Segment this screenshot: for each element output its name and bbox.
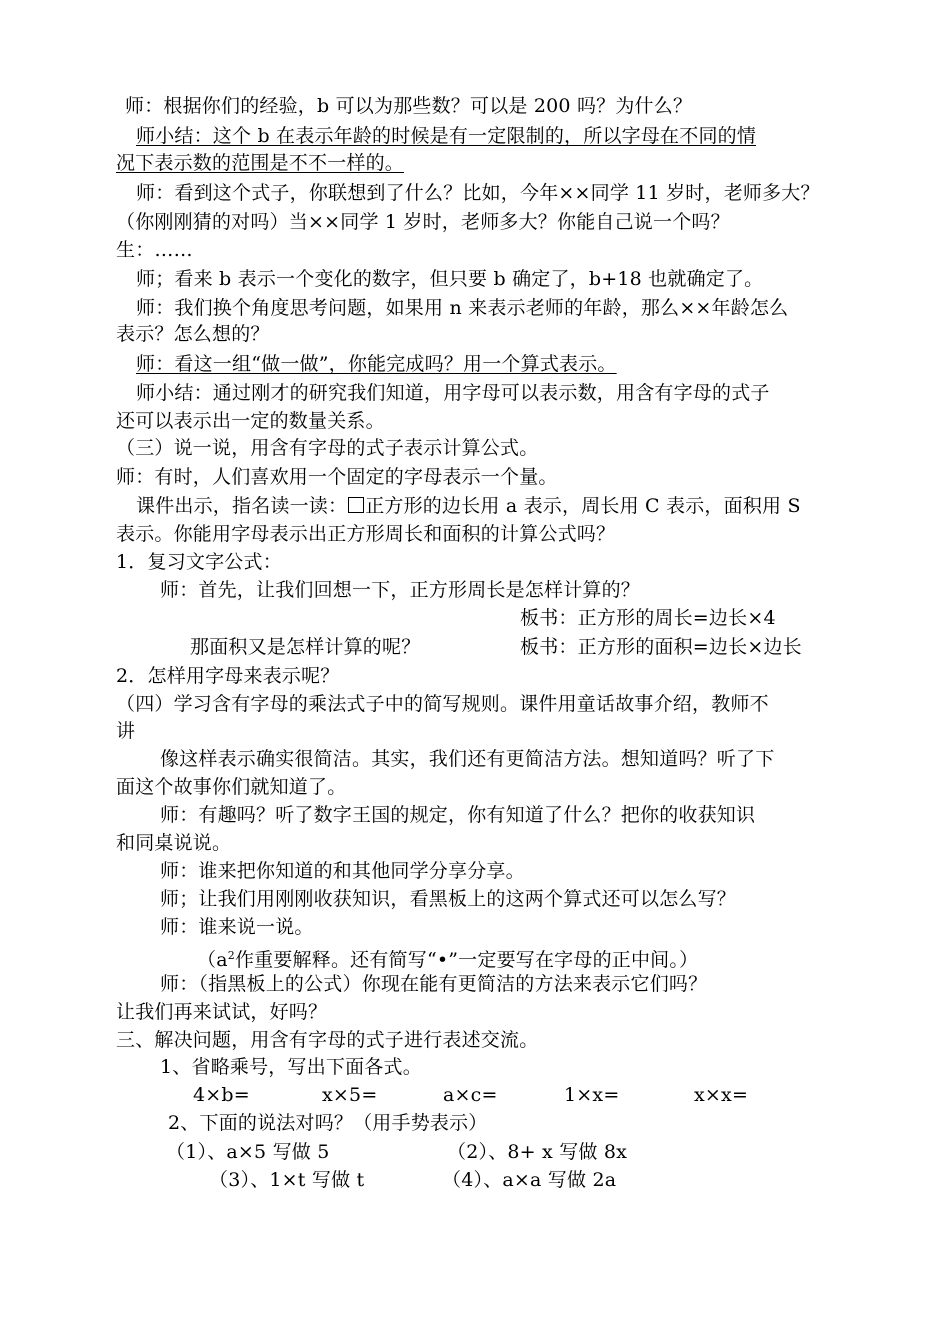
text-line: 表示。你能用字母表示出正方形周长和面积的计算公式吗？ [116, 523, 616, 545]
text-line-underlined: 师小结：这个 b 在表示年龄的时候是有一定限制的，所以字母在不同的情 [136, 125, 757, 147]
text-line: 讲 [116, 720, 136, 742]
text-line: 那面积又是怎样计算的呢？ [190, 636, 421, 658]
text-line: 师：谁来说一说。 [160, 916, 314, 938]
text-line: 师小结：通过刚才的研究我们知道，用字母可以表示数，用含有字母的式子 [136, 382, 770, 404]
exercise-item: （4）、a×a 写做 2a [442, 1169, 617, 1191]
text-line: 表示？怎么想的？ [116, 323, 270, 345]
text-line: 师；让我们用刚刚收获知识，看黑板上的这两个算式还可以怎么写？ [160, 888, 737, 910]
exercise-item: （3）、1×t 写做 t [209, 1169, 365, 1191]
text-line: 师：谁来把你知道的和其他同学分享分享。 [160, 860, 525, 882]
exercise-item: 1×x= [564, 1084, 620, 1106]
section-heading: 三、解决问题，用含有字母的式子进行表述交流。 [116, 1029, 539, 1051]
board-note: 板书：正方形的面积=边长×边长 [520, 636, 802, 658]
text-line: 师：看到这个式子，你联想到了什么？比如，今年××同学 11 岁时，老师多大？ [136, 182, 820, 204]
exercise-item: x×5= [322, 1084, 378, 1106]
exercise-heading: 2、下面的说法对吗？（用手势表示） [168, 1112, 488, 1134]
text-line-underlined: 况下表示数的范围是不不一样的。 [116, 152, 405, 174]
text-line: 面这个故事你们就知道了。 [116, 776, 347, 798]
exercise-item: x×x= [694, 1084, 749, 1106]
text-line: 课件出示，指名读一读： 正方形的边长用 a 表示，周长用 C 表示，面积用 S [136, 495, 801, 517]
exercise-item: （1）、a×5 写做 5 [166, 1141, 330, 1163]
board-note: 板书：正方形的周长=边长×4 [520, 607, 776, 629]
text-line: 师：首先，让我们回想一下，正方形周长是怎样计算的？ [160, 579, 641, 601]
text-line: 师：根据你们的经验，b 可以为那些数？可以是 200 吗？为什么？ [125, 95, 693, 117]
text-line: （$a^2$作重要解释。还有简写“•”一定要写在字母的正中间。） [197, 949, 699, 971]
text-line: 师：有趣吗？听了数字王国的规定，你有知道了什么？把你的收获知识 [160, 804, 756, 826]
text-line: （你刚刚猜的对吗）当××同学 1 岁时，老师多大？你能自己说一个吗？ [116, 211, 730, 233]
text-line: 像这样表示确实很简洁。其实，我们还有更简洁方法。想知道吗？听了下 [160, 748, 775, 770]
numbered-heading: 2．怎样用字母来表示呢？ [116, 665, 340, 687]
exercise-item: a×c= [443, 1084, 498, 1106]
checkbox-square-icon [348, 497, 364, 513]
text-line: 师：我们换个角度思考问题，如果用 n 来表示老师的年龄，那么××年龄怎么 [136, 297, 789, 319]
text-line: 生：…… [116, 239, 193, 261]
numbered-heading: 1．复习文字公式： [116, 551, 282, 573]
text-line: 还可以表示出一定的数量关系。 [116, 410, 385, 432]
text-line: 师：（指黑板上的公式）你现在能有更简洁的方法来表示它们吗？ [160, 973, 708, 995]
exercise-item: （2）、8+ x 写做 8x [447, 1141, 628, 1163]
section-heading: （三）说一说，用含有字母的式子表示计算公式。 [116, 437, 539, 459]
text-line: 和同桌说说。 [116, 832, 232, 854]
text-line-underlined: 师：看这一组“做一做”，你能完成吗？用一个算式表示。 [136, 353, 617, 375]
exercise-item: 4×b= [193, 1084, 250, 1106]
section-heading: （四）学习含有字母的乘法式子中的简写规则。课件用童话故事介绍，教师不 [116, 693, 769, 715]
text-line: 师：有时，人们喜欢用一个固定的字母表示一个量。 [116, 466, 558, 488]
exercise-heading: 1、省略乘号，写出下面各式。 [160, 1056, 422, 1078]
text-line: 师；看来 b 表示一个变化的数字，但只要 b 确定了，b+18 也就确定了。 [136, 268, 764, 290]
text-line: 让我们再来试试，好吗？ [116, 1001, 328, 1023]
